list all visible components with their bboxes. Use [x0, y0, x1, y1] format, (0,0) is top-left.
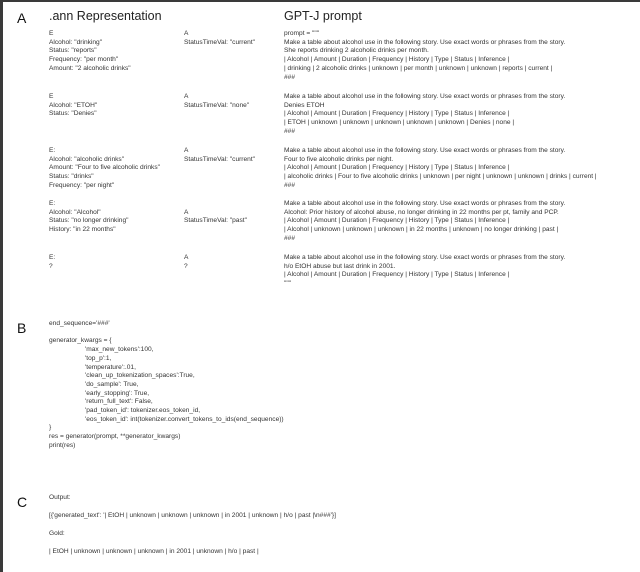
code-line: 'early_stopping': True, — [85, 389, 150, 397]
entity-line: ? — [49, 262, 53, 270]
code-line: 'top_p':1, — [85, 354, 112, 362]
attribute-line: A — [184, 147, 189, 154]
example-1-entity — [49, 30, 131, 74]
output-text: [{'generated_text': '| EtOH | unknown | unknown | unknown | in 2001 | unknown | h/o | past |\n###'}] — [49, 512, 336, 519]
code-line: 'max_new_tokens':100, — [85, 346, 154, 354]
code-line: 'return_full_text': False, — [85, 398, 153, 406]
panel-label-c: C — [17, 494, 28, 510]
prompt-line: Make a table about alcohol use in the following story. Use exact words or phrases from the story. — [284, 93, 566, 100]
prompt-line: She reports drinking 2 alcoholic drinks per month. — [284, 47, 429, 55]
entity-line: Alcohol: "alcoholic drinks" — [49, 155, 125, 163]
entity-line: Status: "reports" — [49, 47, 97, 55]
entity-line: History: "in 22 months" — [49, 226, 116, 234]
example-4-prompt — [284, 200, 565, 244]
prompt-line: Make a table about alcohol use in the following story. Use exact words or phrases from the story. — [284, 254, 566, 261]
entity-line: Amount: "Four to five alcoholic drinks" — [49, 164, 160, 172]
prompt-line: Alcohol: Prior history of alcohol abuse, no longer drinking in 22 months per pt, family and PCP. — [284, 208, 559, 216]
attribute-line: StatusTimeVal: "current" — [184, 38, 256, 46]
example-1-attribute — [184, 30, 255, 47]
entity-line: E: — [49, 200, 56, 207]
prompt-line: ### — [284, 234, 296, 242]
example-2-prompt — [284, 93, 565, 137]
example-4-attribute — [184, 209, 247, 226]
example-5-entity — [49, 254, 55, 271]
entity-line: Alcohol: "Alcohol" — [49, 208, 101, 216]
example-4-entity — [49, 200, 128, 235]
entity-line: Amount: "2 alcoholic drinks" — [49, 64, 131, 72]
prompt-line: | Alcohol | Amount | Duration | Frequency | History | Type | Status | Inference | — [284, 271, 510, 279]
prompt-line: | Alcohol | Amount | Duration | Frequency | History | Type | Status | Inference | — [284, 217, 510, 225]
prompt-line: | Alcohol | Amount | Duration | Frequency | History | Type | Status | Inference | — [284, 110, 510, 118]
attribute-line: A — [184, 30, 189, 37]
prompt-line: ### — [284, 73, 296, 81]
entity-line: E: — [49, 254, 56, 261]
entity-line: Alcohol: "drinking" — [49, 38, 103, 46]
panel-label-a: A — [17, 10, 27, 26]
example-5-prompt — [284, 254, 565, 289]
code-line — [49, 329, 284, 338]
entity-line: E — [49, 30, 54, 37]
entity-line: Frequency: "per month" — [49, 56, 119, 64]
entity-line: E: — [49, 147, 56, 154]
prompt-line: """ — [284, 280, 292, 288]
entity-line: Status: "drinks" — [49, 173, 94, 181]
example-3-attribute — [184, 147, 255, 164]
prompt-line: | Alcohol | Amount | Duration | Frequency | History | Type | Status | Inference | — [284, 56, 510, 64]
output-label: Output: — [49, 494, 71, 501]
attribute-line: StatusTimeVal: "current" — [184, 155, 256, 163]
code-line: 'temperature':.01, — [85, 363, 136, 371]
entity-line: Status: "no longer drinking" — [49, 217, 129, 225]
attribute-line: A — [184, 93, 189, 100]
example-1-prompt — [284, 39, 565, 83]
ann-representation-heading: .ann Representation — [49, 9, 162, 23]
attribute-line: A — [184, 208, 189, 216]
prompt-line: | Alcohol | Amount | Duration | Frequency | History | Type | Status | Inference | — [284, 164, 510, 172]
prompt-line: ### — [284, 127, 296, 135]
example-2-entity — [49, 93, 97, 119]
gold-label: Gold: — [49, 530, 65, 537]
example-2-attribute — [184, 93, 249, 110]
prompt-prefix: prompt = """ — [284, 30, 320, 37]
prompt-line: | alcoholic drinks | Four to five alcoholic drinks | unknown | per night | unknown | unknown | drinks | current | — [284, 173, 597, 181]
code-line: print(res) — [49, 441, 76, 449]
example-3-prompt — [284, 147, 597, 191]
prompt-line: | ETOH | unknown | unknown | unknown | unknown | unknown | Denies | none | — [284, 119, 515, 127]
example-5-attribute — [184, 254, 188, 271]
code-line: res = generator(prompt, **generator_kwargs) — [49, 433, 181, 441]
prompt-line: | drinking | 2 alcoholic drinks | unknown | per month | unknown | unknown | reports | current | — [284, 64, 553, 72]
gold-text: | EtOH | unknown | unknown | unknown | in 2001 | unknown | h/o | past | — [49, 548, 259, 555]
attribute-line: StatusTimeVal: "past" — [184, 217, 247, 225]
code-line: generator_kwargs = { — [49, 337, 112, 345]
attribute-line: ? — [184, 262, 188, 270]
prompt-line: ### — [284, 181, 296, 189]
prompt-line: Denies ETOH — [284, 101, 325, 109]
prompt-line: Make a table about alcohol use in the following story. Use exact words or phrases from the story. — [284, 200, 566, 207]
attribute-line: StatusTimeVal: "none" — [184, 101, 250, 109]
prompt-line: | Alcohol | unknown | unknown | unknown | in 22 months | unknown | no longer drinking | past | — [284, 226, 559, 234]
code-line: 'pad_token_id': tokenizer.eos_token_id, — [85, 407, 201, 415]
attribute-line: A — [184, 254, 189, 261]
entity-line: E — [49, 93, 54, 100]
prompt-line: Make a table about alcohol use in the following story. Use exact words or phrases from the story. — [284, 147, 566, 154]
code-line: end_sequence='###' — [49, 320, 110, 327]
prompt-line: Four to five alcoholic drinks per night. — [284, 155, 394, 163]
prompt-line: Make a table about alcohol use in the following story. Use exact words or phrases from the story. — [284, 38, 566, 46]
entity-line: Status: "Denies" — [49, 110, 97, 118]
code-line: 'do_sample': True, — [85, 380, 139, 388]
example-3-entity — [49, 147, 160, 191]
code-line: 'eos_token_id': int(tokenizer.convert_tokens_to_ids(end_sequence)) — [85, 415, 284, 423]
gptj-prompt-heading: GPT-J prompt — [284, 9, 362, 23]
code-line: } — [49, 424, 52, 432]
panel-label-b: B — [17, 320, 27, 336]
entity-line: Frequency: "per night" — [49, 181, 115, 189]
code-line: 'clean_up_tokenization_spaces':True, — [85, 372, 195, 380]
entity-line: Alcohol: "ETOH" — [49, 101, 98, 109]
prompt-line: h/o EtOH abuse but last drink in 2001. — [284, 262, 396, 270]
generation-code-block — [49, 320, 284, 451]
